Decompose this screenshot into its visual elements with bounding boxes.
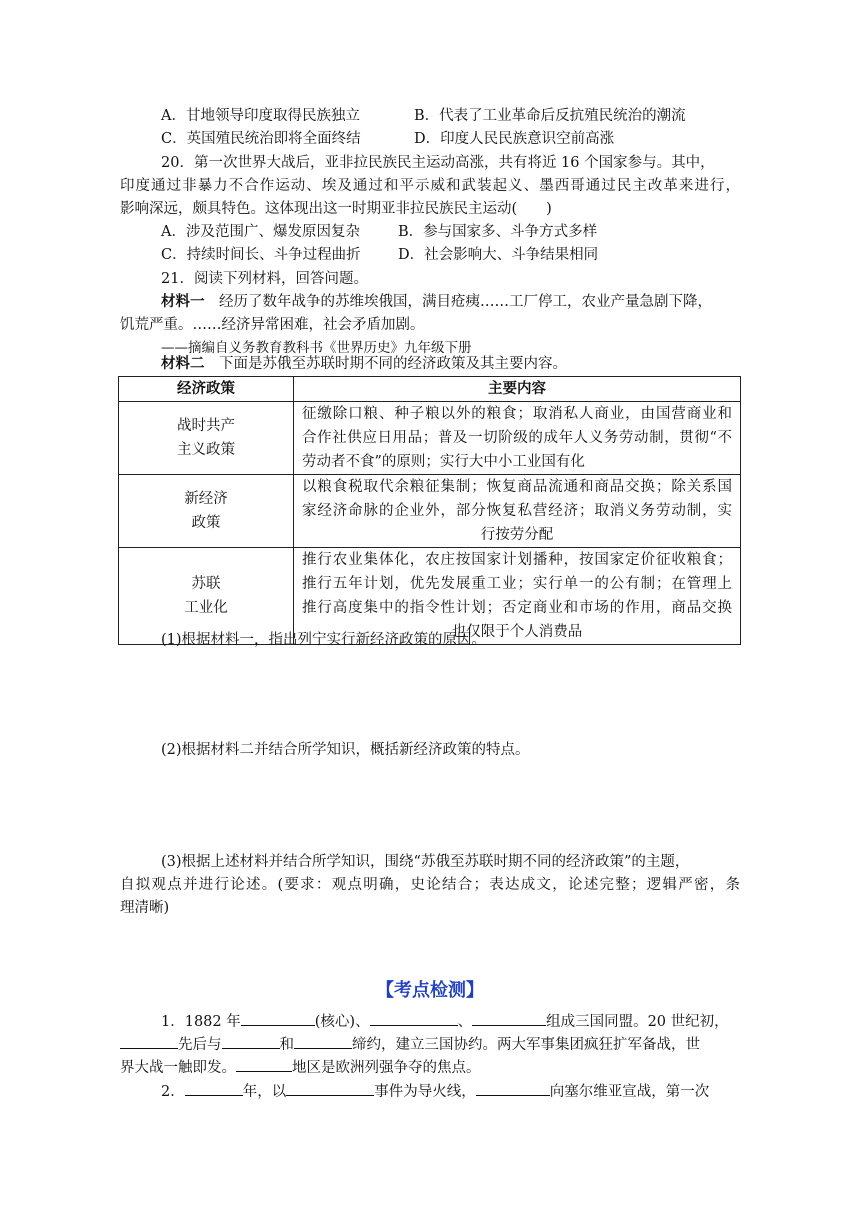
q20-option-c: C．持续时间长、斗争过程曲折	[161, 247, 361, 263]
section-heading: 【考点检测】	[376, 980, 484, 1001]
answer-blank[interactable]	[236, 1056, 292, 1072]
table-header-row	[119, 377, 741, 402]
table-row	[119, 402, 741, 475]
policy-content: 征缴除口粮、种子粮以外的粮食；取消私人商业，由国营商业和 合作社供应日用品；普及一切阶级的成年人义务劳动制，贯彻“不 劳动者不食”的原则；实行大中小工业国有化	[294, 402, 741, 475]
q20-stem-line-1: 20．第一次世界大战后，亚非拉民族民主运动高涨，共有将近 16 个国家参与。其中，	[161, 155, 715, 171]
q21-sub-question-3-line-2: 自拟观点并进行论述。(要求：观点明确，史论结合；表达成文，论述完整；逻辑严密，条	[120, 877, 740, 893]
table-header-content: 主要内容	[294, 377, 741, 402]
material-2-text: 下面是苏俄至苏联时期不同的经济政策及其主要内容。	[219, 356, 567, 372]
fill-question-1-line-2: 先后与 和 缔约，建立三国协约。两大军事集团疯狂扩军备战，世	[120, 1033, 700, 1055]
answer-blank[interactable]	[120, 1033, 178, 1049]
answer-blank[interactable]	[241, 1010, 315, 1026]
table-row	[119, 475, 741, 548]
fill-question-1-line-3: 界大战一触即发。 地区是欧洲列强争夺的焦点。	[120, 1056, 481, 1078]
q20-option-d: D．社会影响大、斗争结果相同	[398, 247, 599, 263]
q20-option-b: B．参与国家多、斗争方式多样	[398, 224, 598, 240]
policy-content: 推行农业集体化，农庄按国家计划播种，按国家定价征收粮食； 推行五年计划，优先发展重工业；实行单一的公有制；在管理上 推行高度集中的指令性计划；否定商业和市场的作用，商品交换 也仅限于个人消费品	[294, 548, 741, 645]
table-header-policy: 经济政策	[119, 377, 294, 402]
answer-blank[interactable]	[286, 1080, 374, 1096]
material-2-label: 材料二	[161, 355, 205, 372]
policy-name: 苏联 工业化	[119, 548, 294, 645]
q21-sub-question-3-line-1: (3)根据上述材料并结合所学知识，围绕“苏俄至苏联时期不同的经济政策”的主题，	[161, 854, 690, 870]
material-1-text: 经历了数年战争的苏维埃俄国，满目疮痍……工厂停工，农业产量急剧下降，	[219, 294, 712, 310]
policy-name: 战时共产 主义政策	[119, 402, 294, 475]
fill-question-1-line-1: 1．1882 年 (核心)、 、 组成三国同盟。20 世纪初，	[161, 1010, 740, 1032]
q20-option-a: A．涉及范围广、爆发原因复杂	[161, 224, 360, 240]
policy-content: 以粮食税取代余粮征集制；恢复商品流通和商品交换；除关系国 家经济命脉的企业外，部分恢复私营经济；取消义务劳动制，实 行按劳分配	[294, 475, 741, 548]
q21-intro: 21．阅读下列材料，回答问题。	[161, 271, 368, 287]
material-1-label: 材料一	[161, 293, 205, 310]
economic-policy-table	[118, 376, 741, 645]
q19-option-a: A．甘地领导印度取得民族独立	[161, 108, 360, 124]
policy-name: 新经济 政策	[119, 475, 294, 548]
answer-blank[interactable]	[185, 1080, 243, 1096]
q19-option-c: C．英国殖民统治即将全面终结	[161, 131, 361, 147]
q21-material-1-source: ——摘编自义务教育教科书《世界历史》九年级下册	[161, 340, 472, 356]
q19-option-d: D．印度人民民族意识空前高涨	[414, 131, 615, 147]
q21-material-1-line-2: 饥荒严重。……经济异常困难，社会矛盾加剧。	[120, 317, 425, 333]
q21-material-1-line-1	[161, 292, 740, 312]
answer-blank[interactable]	[222, 1033, 280, 1049]
q21-sub-question-2: (2)根据材料二并结合所学知识，概括新经济政策的特点。	[161, 742, 530, 758]
q21-material-2-line	[161, 354, 567, 374]
q21-sub-question-3-line-3: 理清晰)	[120, 900, 170, 916]
fill-question-2-line-1: 2． 年，以 事件为导火线， 向塞尔维亚宣战，第一次	[161, 1080, 709, 1102]
answer-blank[interactable]	[370, 1010, 458, 1026]
q19-option-b: B．代表了工业革命后反抗殖民统治的潮流	[414, 108, 686, 124]
answer-blank[interactable]	[294, 1033, 352, 1049]
answer-blank[interactable]	[476, 1080, 550, 1096]
q20-stem-line-3: 影响深远，颇具特色。这体现出这一时期亚非拉民族民主运动( )	[120, 201, 552, 217]
q20-stem-line-2: 印度通过非暴力不合作运动、埃及通过和平示威和武装起义、墨西哥通过民主改革来进行，	[120, 178, 740, 194]
answer-blank[interactable]	[472, 1010, 546, 1026]
q21-sub-question-1: (1)根据材料一，指出列宁实行新经济政策的原因。	[161, 632, 487, 648]
